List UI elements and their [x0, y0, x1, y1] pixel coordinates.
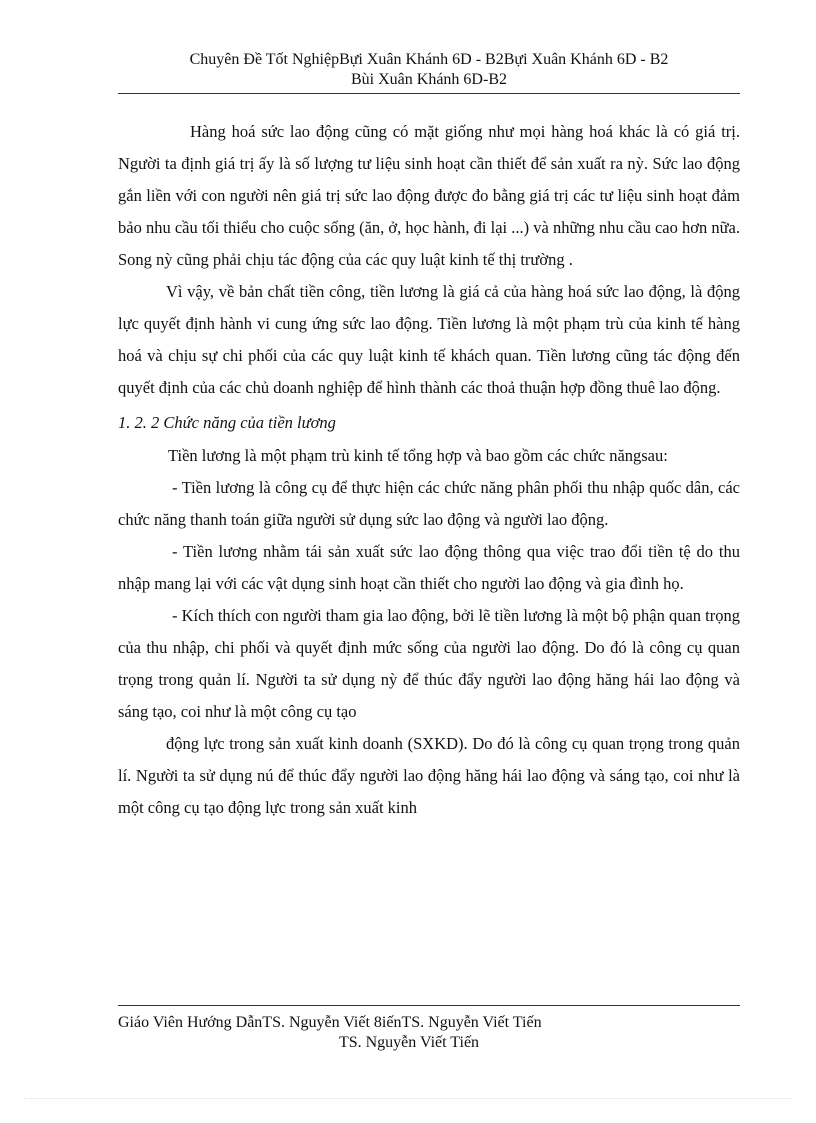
paragraph-labor-commodity: Hàng hoá sức lao động cũng có mặt giống như mọi hàng hoá khác là có giá trị. Người ta định giá trị ấy là số lượng tư liệu sinh hoạt cần thiết để sản xuất ra nỳ. Sức lao động gắn liền với con người nên giá trị sức lao động được đo bằng giá trị các tư liệu sinh hoạt đảm bảo nhu cầu tối thiểu cho cuộc sống (ăn, ở, học hành, đi lại ...) và những nhu cầu cao hơn nữa. Song nỳ cũng phải chịu tác động của các quy luật kinh tế thị trường .: [118, 122, 740, 269]
paragraph-functions-intro: Tiền lương là một phạm trù kinh tế tổng hợp và bao gồm các chức năngsau:: [168, 446, 668, 465]
paragraph-motivation-continued: động lực trong sản xuất kinh doanh (SXKD). Do đó là công cụ quan trọng trong quản lí. Người ta sử dụng nú để thúc đẩy người lao động hăng hái lao động và sáng tạo, coi như là một công cụ tạo động lực trong sản xuất kinh: [118, 734, 740, 817]
paragraph-function-reproduction: - Tiền lương nhằm tái sản xuất sức lao động thông qua việc trao đổi tiền tệ do thu nhập mang lại với các vật dụng sinh hoạt cần thiết cho người lao động và gia đình họ.: [118, 542, 740, 593]
footer-line-2: TS. Nguyễn Viết Tiến: [338, 1034, 480, 1051]
section-heading: 1. 2. 2 Chức năng của tiền lương: [118, 413, 336, 432]
header-divider: [118, 93, 740, 94]
paragraph-wage-nature: Vì vậy, về bản chất tiền công, tiền lương là giá cả của hàng hoá sức lao động, là động lực quyết định hành vi cung ứng sức lao động. Tiền lương là một phạm trù của kinh tế hàng hoá và chịu sự chi phối của các quy luật kinh tế khách quan. Tiền lương cũng tác động đến quyết định của các chủ doanh nghiệp để hình thành các thoả thuận hợp đồng thuê lao động.: [118, 282, 740, 397]
header-line-2: Bùi Xuân Khánh 6D-B2: [351, 71, 507, 88]
page-bottom-edge: [24, 1098, 792, 1099]
footer-divider: [118, 1005, 740, 1006]
header-line-1: Chuyên Đề Tốt NghiệpBựi Xuân Khánh 6D - B2Bựi Xuân Khánh 6D - B2: [189, 51, 669, 68]
page-header: [118, 50, 740, 90]
page-footer: [118, 1013, 740, 1053]
paragraph-function-distribution: - Tiền lương là công cụ để thực hiện các chức năng phân phối thu nhập quốc dân, các chức năng thanh toán giữa người sử dụng sức lao động và người lao động.: [118, 478, 740, 529]
document-body: [118, 116, 740, 824]
paragraph-function-motivation: - Kích thích con người tham gia lao động, bởi lẽ tiền lương là một bộ phận quan trọng của thu nhập, chi phối và quyết định mức sống của người lao động. Do đó là công cụ quan trọng trong quản lí. Người ta sử dụng nỳ để thúc đẩy người lao động hăng hái lao động và sáng tạo, coi như là một công cụ tạo: [118, 606, 740, 721]
footer-line-1: Giáo Viên Hướng DẫnTS. Nguyễn Viết 8iếnTS. Nguyễn Viết Tiến: [118, 1014, 542, 1031]
